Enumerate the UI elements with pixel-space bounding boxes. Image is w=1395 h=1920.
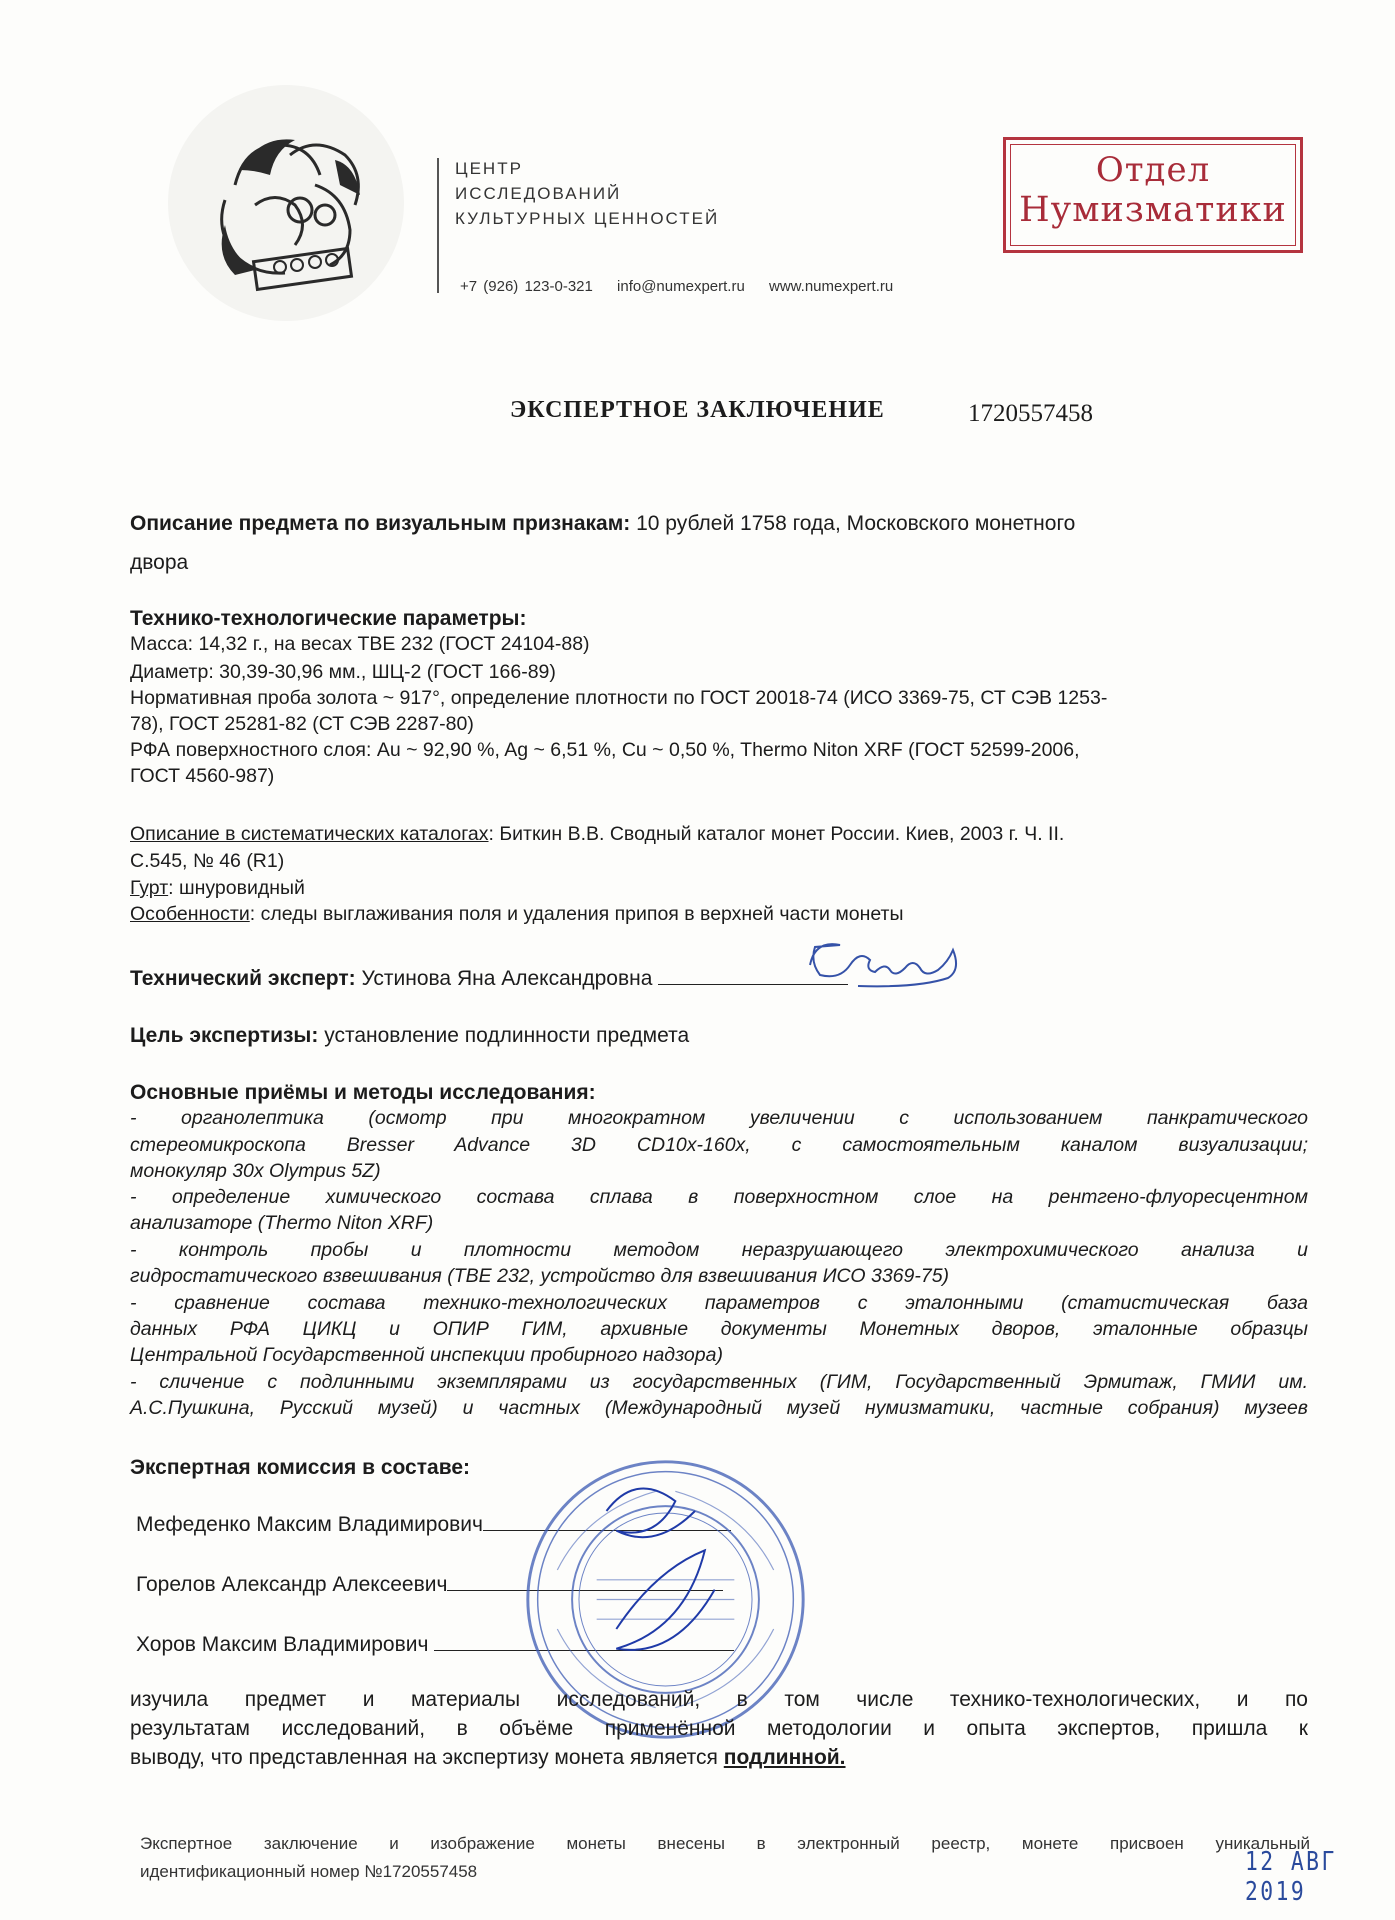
contacts xyxy=(460,278,911,295)
method-line-7: гидростатического взвешивания (ТВЕ 232, устройство для взвешивания ИСО 3369-75) xyxy=(130,1265,950,1287)
date-stamp: 12 АВГ 2019 xyxy=(1245,1847,1337,1907)
tech-params-heading: Технико-технологические параметры: xyxy=(130,607,527,630)
footer-line-2: идентификационный номер №1720557458 xyxy=(140,1862,478,1881)
conclusion-line-3-text: выводу, что представленная на экспертизу монета является xyxy=(130,1746,718,1769)
tech-param-xrf-cont: ГОСТ 4560-987) xyxy=(130,765,275,787)
method-line-12: А.С.Пушкина, Русский музей) и частных (Международный музей нумизматики, частные собрания) музеев xyxy=(130,1397,1308,1419)
tech-param-mass: Масса: 14,32 г., на весах ТВЕ 232 (ГОСТ 24104-88) xyxy=(130,633,590,655)
stamp-line-1: Отдел xyxy=(1095,150,1211,190)
commission-member-1-name: Мефеденко Максим Владимирович xyxy=(136,1513,483,1536)
org-name-line-3: КУЛЬТУРНЫХ ЦЕННОСТЕЙ xyxy=(455,209,720,228)
footer-note xyxy=(140,1830,1310,1886)
features-line xyxy=(130,902,1308,927)
commission-member-2-name: Горелов Александр Алексеевич xyxy=(136,1573,448,1596)
header-divider xyxy=(437,158,439,293)
goal-value: установление подлинности предмета xyxy=(324,1024,690,1047)
tech-param-fineness-cont: 78), ГОСТ 25281-82 (СТ СЭВ 2287-80) xyxy=(130,713,474,735)
logo-experts-icon xyxy=(195,115,385,295)
commission-member-3-name: Хоров Максим Владимирович xyxy=(136,1633,429,1656)
catalog-line-1 xyxy=(130,822,1308,847)
email-address: info@numexpert.ru xyxy=(617,278,745,295)
org-name-line-1: ЦЕНТР xyxy=(455,159,523,178)
method-line-10: Центральной Государственной инспекции пробирного надзора) xyxy=(130,1344,723,1366)
edge-value: : шнуровидный xyxy=(168,877,305,899)
footer-line-1: Экспертное заключение и изображение монеты внесены в электронный реестр, монете присвоен уникальный xyxy=(140,1834,1310,1853)
commission-heading: Экспертная комиссия в составе: xyxy=(130,1456,471,1479)
phone-number: +7 (926) 123-0-321 xyxy=(460,278,593,295)
method-line-11: - сличение с подлинными экземплярами из государственных (ГИМ, Государственный Эрмитаж, ГМИИ им. xyxy=(130,1371,1308,1393)
expert-signature xyxy=(800,930,980,990)
method-line-4: - определение химического состава сплава в поверхностном слое на рентгено-флуоресцентном xyxy=(130,1186,1308,1208)
method-line-1: - органолептика (осмотр при многократном увеличении с использованием панкратического xyxy=(130,1107,1308,1129)
description-line-2: двора xyxy=(130,551,189,574)
features-label: Особенности xyxy=(130,903,250,925)
method-line-5: анализаторе (Thermo Niton XRF) xyxy=(130,1212,434,1234)
edge-label: Гурт xyxy=(130,877,169,899)
goal-label: Цель экспертизы: xyxy=(130,1024,319,1047)
website: www.numexpert.ru xyxy=(768,278,894,295)
tech-param-fineness: Нормативная проба золота ~ 917°, определение плотности по ГОСТ 20018-74 (ИСО 3369-75, СТ СЭВ 1253- xyxy=(130,687,1108,709)
catalog-label: Описание в систематических каталогах xyxy=(130,823,489,845)
expert-label: Технический эксперт: xyxy=(130,967,356,990)
method-line-9: данных РФА ЦИКЦ и ОПИР ГИМ, архивные документы Монетных дворов, эталонные образцы xyxy=(130,1318,1308,1340)
features-value: : следы выглаживания поля и удаления припоя в верхней части монеты xyxy=(249,903,904,925)
edge-line xyxy=(130,876,1308,901)
method-line-3: монокуляр 30x Olympus 5Z) xyxy=(130,1160,381,1182)
document-title: ЭКСПЕРТНОЕ ЗАКЛЮЧЕНИЕ xyxy=(510,397,885,423)
conclusion-line-2: результатам исследований, в объёме применённой методологии и опыта экспертов, пришла к xyxy=(130,1717,1308,1740)
description-line-1 xyxy=(130,511,1308,536)
catalog-line-2: С.545, № 46 (R1) xyxy=(130,850,285,872)
verdict: подлинной. xyxy=(723,1746,846,1769)
description-label: Описание предмета по визуальным признакам: xyxy=(130,512,631,535)
goal-line xyxy=(130,1023,1308,1048)
method-line-6: - контроль пробы и плотности методом неразрушающего электрохимического анализа и xyxy=(130,1239,1308,1261)
description-value: 10 рублей 1758 года, Московского монетного xyxy=(636,512,1076,535)
method-line-2: стереомикроскопа Bresser Advance 3D CD10x-160x, с самостоятельным каналом визуализации; xyxy=(130,1134,1308,1156)
tech-param-diameter: Диаметр: 30,39-30,96 мм., ШЦ-2 (ГОСТ 166-89) xyxy=(130,661,556,683)
catalog-value: : Биткин В.В. Сводный каталог монет России. Киев, 2003 г. Ч. II. xyxy=(488,823,1065,845)
org-name-line-2: ИССЛЕДОВАНИЙ xyxy=(455,184,622,203)
method-line-8: - сравнение состава технико-технологических параметров с эталонными (статистическая база xyxy=(130,1292,1308,1314)
conclusion-line-1: изучила предмет и материалы исследований, в том числе технико-технологических, и по xyxy=(130,1688,1308,1711)
document-number: 1720557458 xyxy=(968,400,1093,427)
stamp-line-2: Нумизматики xyxy=(1019,190,1287,230)
expert-name: Устинова Яна Александровна xyxy=(361,967,653,990)
expert-line xyxy=(130,966,1308,991)
tech-param-xrf: РФА поверхностного слоя: Au ~ 92,90 %, Ag ~ 6,51 %, Cu ~ 0,50 %, Thermo Niton XRF (ГОСТ 52599-2006, xyxy=(130,739,1080,761)
conclusion-line-3 xyxy=(130,1744,1308,1771)
methods-heading: Основные приёмы и методы исследования: xyxy=(130,1081,596,1104)
